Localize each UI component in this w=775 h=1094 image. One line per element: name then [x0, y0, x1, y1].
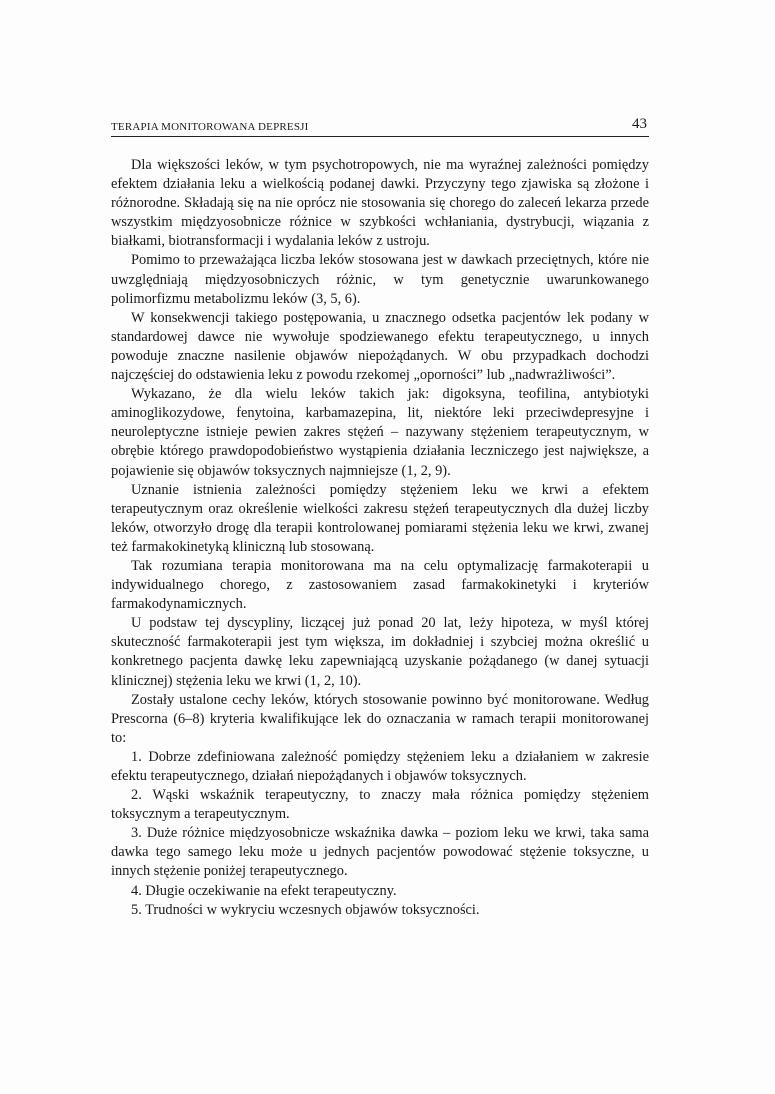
- list-item: 2. Wąski wskaźnik terapeutyczny, to znaczy mała różnica pomiędzy stężeniem toksycznym a terapeutycznym.: [111, 787, 649, 823]
- list-item: 4. Długie oczekiwanie na efekt terapeutyczny.: [131, 882, 397, 899]
- paragraph: U podstaw tej dyscypliny, liczącej już ponad 20 lat, leży hipoteza, w myśl której skuteczność farmakoterapii jest tym większa, im dokładniej i szybciej można określić u konkretnego pacjenta dawkę leku zapewniającą uzyskanie pożądanego (w danej sytuacji klinicznej) stężenia leku we krwi (1, 2, 10).: [111, 615, 649, 689]
- running-title: TERAPIA MONITOROWANA DEPRESJI: [111, 121, 309, 133]
- paragraph: Tak rozumiana terapia monitorowana ma na celu optymalizację farmakoterapii u indywidualnego chorego, z zastosowaniem zasad farmakokinetyki i kryteriów farmakodynamicznych.: [111, 557, 649, 613]
- list-item: 3. Duże różnice międzyosobnicze wskaźnika dawka – poziom leku we krwi, taka sama dawka tego samego leku może u jednych pacjentów powodować stężenie toksyczne, u innych stężenie poniżej terapeutycznego.: [111, 825, 649, 880]
- paragraph: Pomimo to przeważająca liczba leków stosowana jest w dawkach przeciętnych, które nie uwzględniają międzyosobniczych różnic, w tym genetycznie uwarunkowanego polimorfizmu metabolizmu leków (3, 5, 6).: [111, 252, 649, 307]
- list-item: 1. Dobrze zdefiniowana zależność pomiędzy stężeniem leku a działaniem w zakresie efektu terapeutycznego, działań niepożądanych i objawów toksycznych.: [111, 748, 649, 784]
- paragraph: Uznanie istnienia zależności pomiędzy stężeniem leku we krwi a efektem terapeutycznym oraz określenie wielkości zakresu stężeń terapeutycznych dla dużej liczby leków, otworzyło drogę dla terapii kontrolowanej pomiarami stężenia leku we krwi, zwanej też farmakokinetyką kliniczną lub stosowaną.: [111, 481, 649, 555]
- paragraph: W konsekwencji takiego postępowania, u znacznego odsetka pacjentów lek podany w standardowej dawce nie wywołuje spodziewanego efektu terapeutycznego, u innych powoduje znaczne nasilenie objawów niepożądanych. W obu przypadkach dochodzi najczęściej do odstawienia leku z powodu rzekomej „oporności” lub „nadwrażliwości”.: [111, 309, 649, 384]
- paragraph: Wykazano, że dla wielu leków takich jak: digoksyna, teofilina, antybiotyki aminoglikozydowe, fenytoina, karbamazepina, lit, niektóre leki przeciwdepresyjne i neuroleptyczne istnieje pewien zakres stężeń – nazywany stężeniem terapeutycznym, w obrębie którego prawdopodobieństwo wystąpienia działania leczniczego jest największe, a pojawienie się objawów toksycznych najmniejsze (1, 2, 9).: [111, 386, 649, 479]
- list-item: 5. Trudności w wykryciu wczesnych objawów toksyczności.: [131, 901, 480, 918]
- body-text: [111, 156, 649, 920]
- paragraph: Zostały ustalone cechy leków, których stosowanie powinno być monitorowane. Według Prescorna (6–8) kryteria kwalifikujące lek do oznaczania w ramach terapii monitorowanej to:: [111, 691, 649, 746]
- paragraph: Dla większości leków, w tym psychotropowych, nie ma wyraźnej zależności pomiędzy efektem działania leku a wielkością podanej dawki. Przyczyny tego zjawiska są złożone i różnorodne. Składają się na nie oprócz nie stosowania się chorego do zaleceń lekarza przede wszystkim międzyosobnicze różnice w szybkości wchłaniania, dystrybucji, wiązania z białkami, biotransformacji i wydalania leków z ustroju.: [111, 157, 649, 250]
- page-number: 43: [632, 116, 647, 132]
- running-header: [111, 118, 649, 137]
